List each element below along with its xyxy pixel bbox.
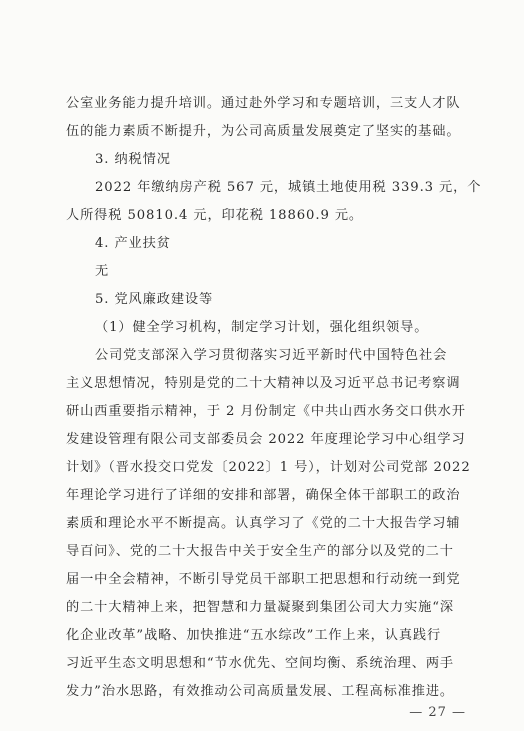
paragraph-line: 公司党支部深入学习贯彻落实习近平新时代中国特色社会 [95, 348, 448, 363]
paragraph-line: 计划》（晋水投交口党发〔2022〕1 号），计划对公司党部 2022 [66, 460, 471, 475]
paragraph-line: 化企业改革”战略、加快推进“五水综改”工作上来，认真践行 [66, 628, 442, 643]
paragraph-line: 研山西重要指示精神，于 2 月份制定《中共山西水务交口供水开 [66, 404, 466, 419]
paragraph-line: 伍的能力素质不断提升，为公司高质量发展奠定了坚实的基础。 [66, 124, 461, 139]
section-heading-tax: 3. 纳税情况 [95, 152, 171, 167]
paragraph-line: 无 [95, 264, 110, 279]
section-heading-poverty: 4. 产业扶贫 [95, 236, 171, 251]
paragraph-line: 习近平生态文明思想和“节水优先、空间均衡、系统治理、两手 [66, 656, 455, 671]
page-number: — 27 — [409, 705, 466, 720]
section-heading-party: 5. 党风廉政建设等 [95, 292, 214, 307]
paragraph-line: 主义思想情况，特别是党的二十大精神以及习近平总书记考察调 [66, 376, 461, 391]
paragraph-line: 的二十大精神上来，把智慧和力量凝聚到集团公司大力实施“深 [66, 600, 455, 615]
paragraph-line: 公室业务能力提升培训。通过赴外学习和专题培训，三支人才队 [66, 96, 461, 111]
paragraph-line: 发建设管理有限公司支部委员会 2022 年度理论学习中心组学习 [66, 432, 466, 447]
paragraph-line: 人所得税 50810.4 元，印花税 18860.9 元。 [66, 208, 363, 223]
subsection-heading: （1）健全学习机构，制定学习计划，强化组织领导。 [95, 320, 429, 335]
paragraph-line: 发力”治水思路，有效推动公司高质量发展、工程高标准推进。 [66, 684, 455, 699]
paragraph-line: 年理论学习进行了详细的安排和部署，确保全体干部职工的政治 [66, 488, 461, 503]
paragraph-line: 2022 年缴纳房产税 567 元，城镇土地使用税 339.3 元，个 [95, 180, 482, 195]
paragraph-line: 届一中全会精神，不断引导党员干部职工把思想和行动统一到党 [66, 572, 461, 587]
paragraph-line: 导百问》、党的二十大报告中关于安全生产的部分以及党的二十 [66, 544, 454, 559]
paragraph-line: 素质和理论水平不断提高。认真学习了《党的二十大报告学习辅 [66, 516, 461, 531]
